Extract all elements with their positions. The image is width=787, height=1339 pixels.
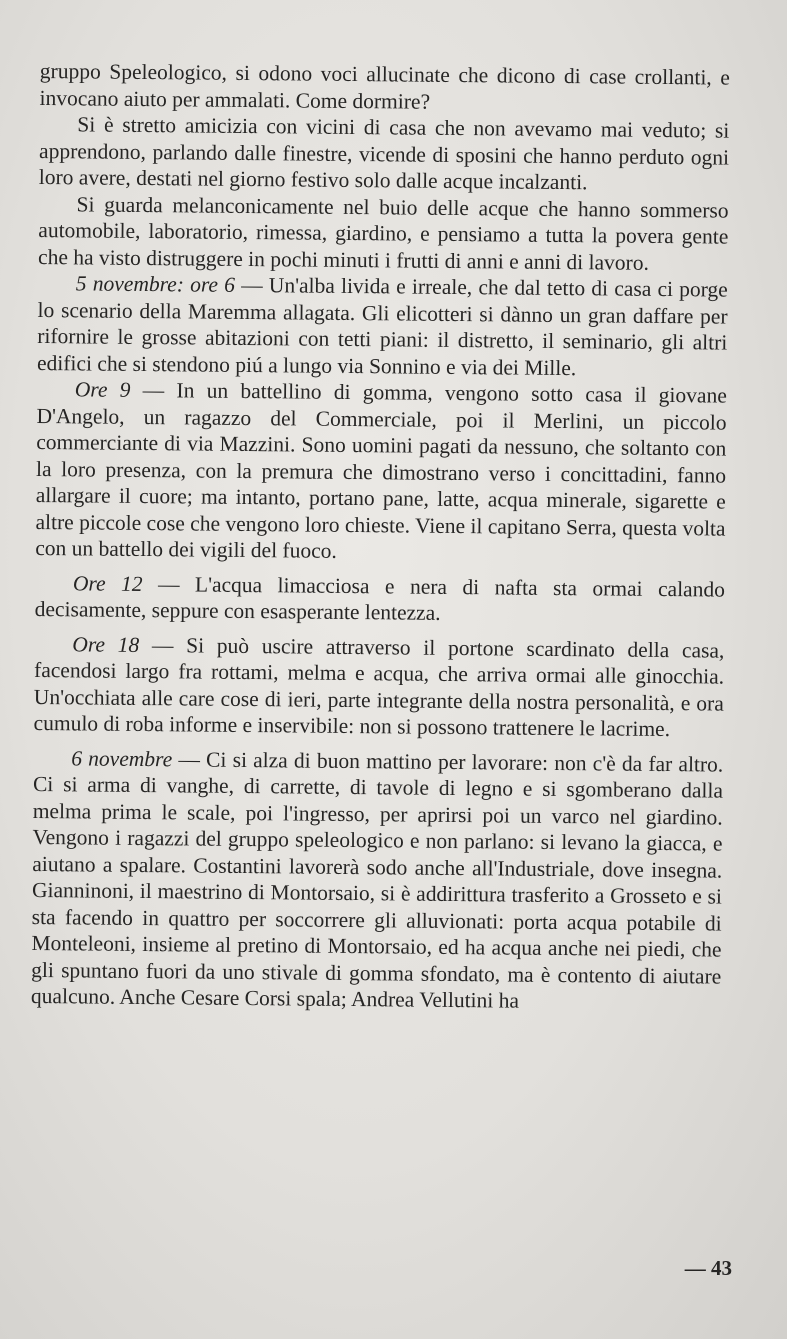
paragraph-3 bbox=[38, 190, 729, 276]
paragraph-text: — In un battellino di gomma, vengono sotto casa il giovane D'Angelo, un ragazzo del Commerciale, poi il Merlini, un piccolo commerciante di via Mazzini. Sono uomini pagati da nessuno, che soltanto con la loro presenza, con la premura che dimostrano verso i concittadini, fanno allargare il cuore; ma intanto, portano pane, latte, acqua minerale, sigarette e altre piccole cose che vengono loro chieste. Viene il capitano Serra, questa volta con un battello dei vigili del fuoco. bbox=[35, 377, 727, 563]
paragraph-text: — Si può uscire attraverso il portone scardinato della casa, facendosi largo fra rottami, melma e acqua, che arriva ormai alle ginocchia. Un'occhiata alle care cose di ieri, parte integrante della nostra personalità, e ora cumulo di roba informe e inservibile: non si possono trattenere le lacrime. bbox=[33, 632, 725, 742]
entry-time-lead: Ore 18 bbox=[72, 631, 140, 657]
paragraph-2 bbox=[39, 111, 730, 197]
paragraph-6 bbox=[35, 569, 725, 629]
entry-date-lead: 5 novembre: ore 6 bbox=[75, 271, 236, 297]
paragraph-text: — Un'alba livida e irreale, che dal tetto di casa ci porge lo scenario della Maremma allagata. Gli elicotteri si dànno un gran daffare per rifornire le grosse abitazioni con tetti piani: il distretto, il seminario, gli altri edifici che si stendono piú a lungo via Sonnino e via dei Mille. bbox=[36, 272, 728, 380]
paragraph-5 bbox=[35, 376, 727, 568]
paragraph-4 bbox=[37, 270, 728, 383]
paragraph-text: Si guarda melanconicamente nel buio delle acque che hanno sommerso automobile, laboratorio, rimessa, giardino, e pensiamo a tutta la povera gente che ha visto distruggere in pochi minuti i frutti di anni e anni di lavoro. bbox=[37, 191, 729, 275]
paragraph-text: Si è stretto amicizia con vicini di casa che non avevamo mai veduto; si apprendono, parlando dalle finestre, vicende di sposini che hanno perduto ogni loro avere, destati nel giorno festivo solo dalle acque incalzanti. bbox=[38, 112, 730, 195]
paragraph-7 bbox=[33, 630, 724, 743]
entry-date-lead: 6 novembre bbox=[71, 745, 173, 771]
paragraph-8 bbox=[31, 744, 724, 1016]
page-number: — 43 bbox=[684, 1256, 732, 1280]
body-text bbox=[31, 58, 730, 1016]
entry-time-lead: Ore 12 bbox=[72, 570, 143, 596]
paragraph-1 bbox=[39, 58, 729, 118]
paragraph-text: gruppo Speleologico, si odono voci allucinate che dicono di case crollanti, e invocano aiuto per ammalati. Come dormire? bbox=[39, 58, 730, 114]
paragraph-text: — L'acqua limacciosa e nera di nafta sta ormai calando decisamente, seppure con esasperante lentezza. bbox=[34, 571, 726, 625]
paragraph-text: — Ci si alza di buon mattino per lavorare: non c'è da far altro. Ci si arma di vanghe, di carrette, di tavole di legno e si sgomberano dalla melma prima le scale, poi l'ingresso, per aprirsi poi un varco nel giardino. Vengono i ragazzi del gruppo speleologico e non parlano: si levano la giacca, e aiutano a spalare. Costantini lavorerà sodo anche all'Industriale, dove insegna. Gianninoni, il maestrino di Montorsaio, si è addirittura trasferito a Grosseto e si sta facendo in quattro per soccorrere gli alluvionati: porta acqua potabile di Monteleoni, insieme al pretino di Montorsaio, ed ha acqua anche nei piedi, che gli spuntano fuori da uno stivale di gomma sfondato, ma è contento di aiutare qualcuno. Anche Cesare Corsi spala; Andrea Vellutini ha bbox=[30, 746, 724, 1013]
entry-time-lead: Ore 9 bbox=[74, 377, 131, 402]
